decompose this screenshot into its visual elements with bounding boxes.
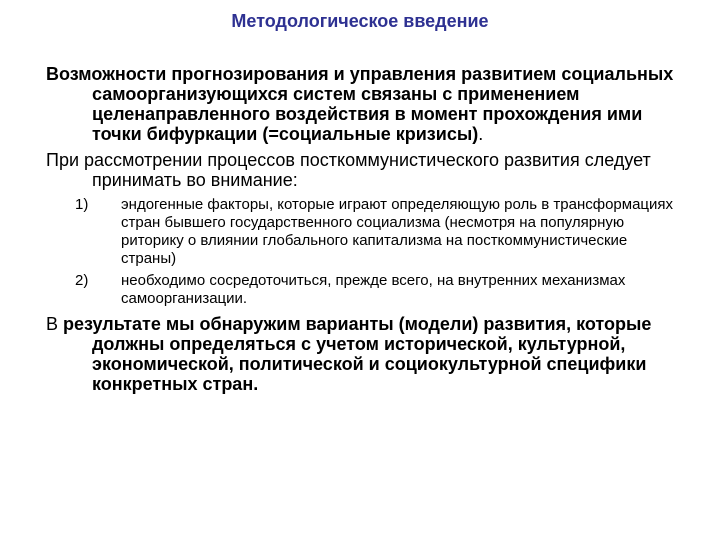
list-item-text: необходимо сосредоточиться, прежде всего, на внутренних механизмах самоорганизации. [121,272,626,307]
paragraph-bifurcation [46,64,686,144]
paragraph-result [46,314,686,394]
list-item-text: эндогенные факторы, которые играют определяющую роль в трансформациях стран бывшего государственного социализма (несмотря на популярную риторику о влиянии глобального капитализма на посткоммунистические страны) [121,196,674,267]
paragraph-result-prefix: В [46,314,64,334]
slide-title: Методологическое введение [231,11,489,31]
slide-body [46,64,686,394]
list-item-number: 1) [75,196,89,213]
list-item [46,272,686,308]
paragraph-bifurcation-bold: Возможности прогнозирования и управления развитием социальных самоорганизующихся систем связаны с применением целенаправленного воздействия в момент прохождения ими точки бифуркации (=социальные кризисы) [46,64,674,144]
list-item-number: 2) [75,272,89,289]
considerations-list [46,196,686,308]
list-item [46,196,686,268]
paragraph-bifurcation-tail: . [478,124,484,144]
paragraph-consideration: При рассмотрении процессов посткоммунистического развития следует принимать во внимание: [46,150,651,190]
paragraph-result-bold: результате мы обнаружим варианты (модели) развития, которые должны определяться с учетом исторической, культурной, экономической, политической и социокультурной специфики конкретных стран. [63,314,652,394]
